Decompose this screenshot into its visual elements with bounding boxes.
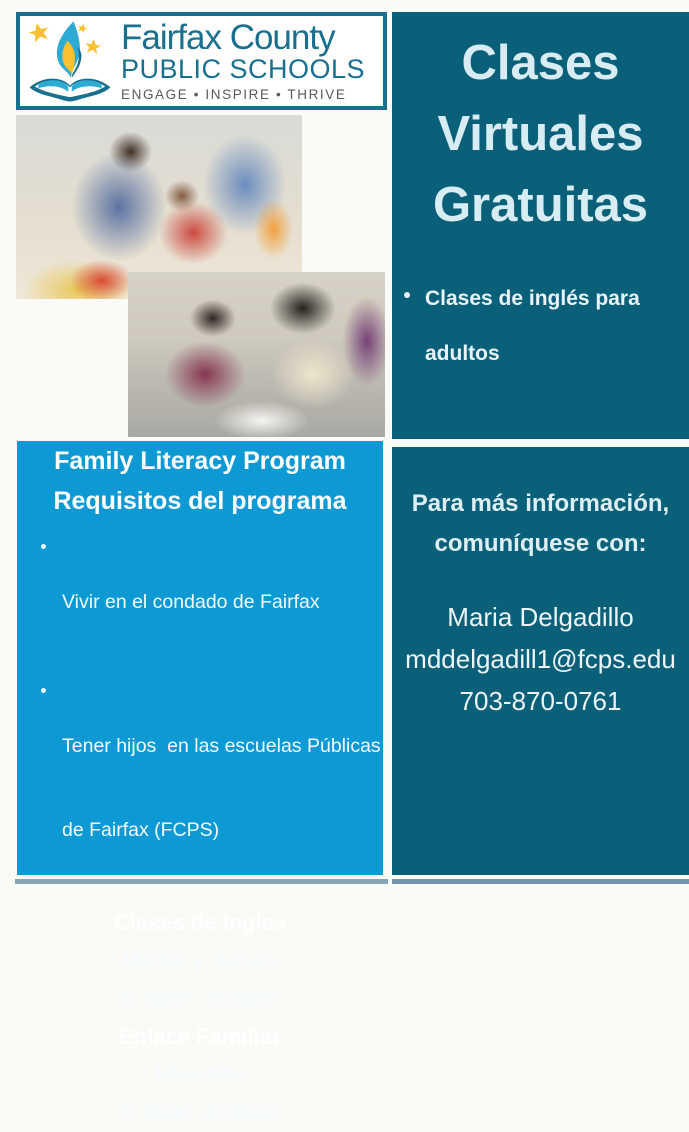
- schedule-class-days: Martes y Jueves: [123, 949, 277, 972]
- contact-heading-line: Para más información,: [411, 490, 670, 517]
- contact-heading-line: comuníquese con:: [434, 530, 647, 557]
- contact-details: [392, 596, 689, 722]
- program-heading-es: Requisitos del programa: [53, 487, 347, 515]
- contact-email: mddelgadill1@fcps.edu: [405, 644, 676, 674]
- logo-org-name: Fairfax County: [121, 18, 335, 57]
- requirement-line: Vivir en el condado de Fairfax: [62, 591, 320, 613]
- class-schedule: [17, 904, 383, 1132]
- program-heading-en: Family Literacy Program: [54, 447, 346, 475]
- photo-adults-studying-books: [128, 272, 385, 437]
- title-box-bullet: [392, 271, 689, 381]
- requirement-text: [62, 532, 320, 672]
- schedule-class-title: Clases de Ingles: [113, 910, 287, 935]
- contact-box: [392, 447, 689, 875]
- program-requirements-list: [17, 532, 383, 900]
- flyer-title-line: Virtuales: [437, 107, 644, 161]
- fcps-logo: [16, 12, 387, 110]
- requirement-text: [62, 676, 381, 900]
- fcps-logo-text: [121, 20, 365, 102]
- title-box-bullet-text: [425, 271, 640, 381]
- list-item: [41, 532, 383, 672]
- program-box: [17, 441, 383, 1124]
- footer-rule-right: [392, 879, 689, 884]
- contact-phone: 703-870-0761: [459, 686, 622, 716]
- flyer-title-line: Gratuitas: [432, 178, 649, 232]
- requirement-line: Tener hijos en las escuelas Públicas: [62, 735, 381, 757]
- bullet-dot-icon: [404, 292, 410, 298]
- footer-rule-left: [15, 879, 388, 884]
- bullet-dot-icon: [41, 688, 46, 693]
- logo-org-subname: PUBLIC SCHOOLS: [121, 54, 366, 84]
- list-item: [41, 676, 383, 900]
- schedule-class-time: 6:30pm– 8:00pm: [121, 987, 279, 1010]
- requirement-line: de Fairfax (FCPS): [62, 819, 220, 841]
- bullet-dot-icon: [41, 544, 46, 549]
- contact-heading: [392, 484, 689, 564]
- schedule-class-time: 6:30pm –8:00pm: [121, 1101, 279, 1124]
- title-box: [392, 12, 689, 439]
- schedule-class-title: Enlace Familiar: [119, 1024, 281, 1049]
- bullet-line: adultos: [425, 342, 500, 365]
- bullet-line: Clases de inglés para: [425, 287, 640, 310]
- book-flame-stars-icon: [26, 19, 114, 103]
- logo-tagline: ENGAGE • INSPIRE • THRIVE: [121, 87, 347, 102]
- contact-name: Maria Delgadillo: [447, 602, 634, 632]
- schedule-class-days: Miercoles: [155, 1063, 245, 1086]
- flyer-title-line: Clases: [461, 36, 620, 90]
